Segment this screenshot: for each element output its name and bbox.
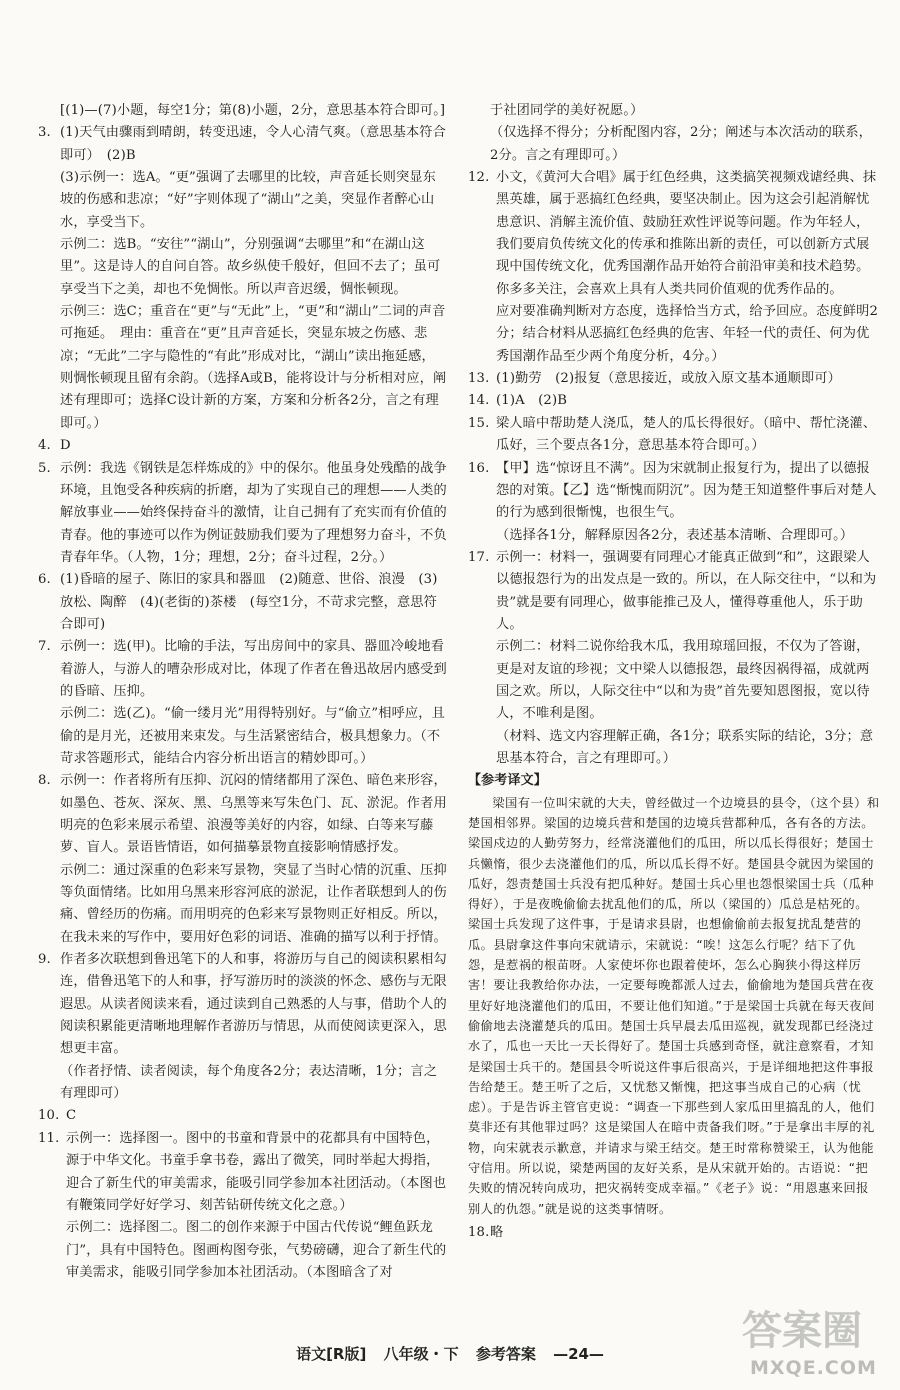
item-number: 6. (38, 572, 51, 588)
item-paragraph: (3)示例一：选A。“更”强调了去哪里的比较，声音延长则突显东坡的伤感和悲凉；“好”字则体现了“湖山”之美，突显作者醉心山水，享受当下。 (60, 170, 437, 230)
item-paragraph: （作者抒情、读者阅读，每个角度各2分；表达清晰，1分；言之有理即可） (60, 1063, 438, 1102)
watermark-logo (736, 1302, 886, 1382)
watermark-text: MXQE.COM (750, 1357, 877, 1379)
answer-item (38, 949, 448, 1105)
item-number: 7. (38, 639, 51, 655)
footer-subject: 语文[R版] (296, 1345, 367, 1363)
item-paragraph: (1)勤劳 (2)报复（意思接近，或放入原文基本通顺即可） (496, 371, 842, 387)
item-number: 18. (468, 1224, 490, 1240)
reference-translation-heading: 【参考译文】 (468, 773, 547, 789)
footer-grade: 八年级・下 (383, 1345, 459, 1363)
answer-item (38, 435, 448, 457)
reference-translation-section (468, 770, 880, 1219)
footer-label: 参考答案 (475, 1345, 536, 1363)
right-column (468, 100, 880, 1244)
item-paragraph: (1)天气由骤雨到晴朗，转变迅速，令人心清气爽。（意思基本符合即可） (2)B (60, 125, 446, 163)
item-number: 11. (38, 1130, 60, 1146)
watermark-mark: 答案圈 (742, 1308, 862, 1354)
item-paragraph: 示例二：材料二说你给我木瓜，我用琼瑶回报，不仅为了答谢，更是对友谊的珍视；文中梁人以德报怨，最终因祸得福，成就两国之欢。所以，人际交往中“以和为贵”首先要知恩图报，宽以待人，不唯利是图。 (496, 639, 870, 722)
item-paragraph: （仅选择不得分；分析配图内容，2分；阐述与本次活动的联系，2分。言之有理即可。） (490, 125, 872, 163)
footer-page-number: —24— (553, 1345, 604, 1363)
item-paragraph: 小文，《黄河大合唱》属于红色经典，这类搞笑视频戏谑经典、抹黑英雄，属于恶搞红色经典，要坚决制止。因为这会引起消解忧患意识、消解主流价值、鼓励狂欢性评说等问题。作为年轻人，我们要肩负传统文化的传承和推陈出新的责任，可以创新方式展现中国传统文化，优秀国潮作品开始符合前沿审美和技术趋势。你多多关注，会喜欢上具有人类共同价值观的优秀作品的。 (496, 170, 877, 297)
item-number: 17. (468, 549, 490, 565)
answer-item (38, 1128, 448, 1284)
item-paragraph: 示例一：选择图一。图中的书童和背景中的花都具有中国特色，源于中华文化。书童手拿书卷，露出了微笑，同时举起大拇指，迎合了新生代的审美需求，能吸引同学参加本社团活动。（本图也有鞭策同学好好学习、刻苦钻研传统文化之意。） (66, 1130, 447, 1213)
item-paragraph: 示例二：选B。“安往”“湖山”，分别强调“去哪里”和“在湖山这里”。这是诗人的自问自答。故乡纵使千般好，但回不去了；虽可享受当下之美，却也不免惆怅。所以声音迟缓，惆怅顿现。 (60, 237, 441, 297)
item-paragraph: D (60, 438, 71, 454)
item-number: 3. (38, 125, 51, 141)
item-paragraph: [(1)—(7)小题，每空1分；第(8)小题，2分，意思基本符合即可。] (60, 103, 446, 118)
item-number: 13. (468, 371, 490, 387)
item-paragraph: 于社团同学的美好祝愿。） (490, 103, 644, 118)
answer-item (38, 569, 448, 636)
left-column (38, 100, 448, 1284)
item-paragraph: 示例二：通过深重的色彩来写景物，突显了当时心情的沉重、压抑等负面情绪。比如用乌黑来形容河底的淤泥，让作者联想到人的伤痛、曾经历的伤痛。而用明亮的色彩来写景物则正好相反。所以，在我未来的写作中，要用好色彩的词语、准确的描写以利于抒情。 (60, 862, 447, 945)
answer-item (468, 100, 880, 167)
item-number: 15. (468, 415, 490, 431)
item-paragraph: 示例一：选(甲)。比喻的手法，写出房间中的家具、器皿冷峻地看着游人，与游人的嘈杂形成对比，体现了作者在鲁迅故居内感受到的昏暗、压抑。 (60, 639, 447, 699)
item-paragraph: 示例：我选《钢铁是怎样炼成的》中的保尔。他虽身处残酷的战争环境，且饱受各种疾病的折磨，却为了实现自己的理想——人类的解放事业——始终保持奋斗的激情，让自己拥有了充实而有价值的青春。他的事迹可以作为例证鼓励我们要为了理想努力奋斗，不负青春年华。（人物，1分；理想，2分；奋斗过程，2分。） (60, 460, 447, 565)
right-answer-items (468, 100, 880, 770)
item-paragraph: 示例一：材料一，强调要有同理心才能真正做到“和”，这跟梁人以德报怨行为的出发点是一致的。所以，在人际交往中，“以和为贵”就是要有同理心，做事能推己及人，懂得尊重他人，乐于助人。 (496, 549, 877, 632)
item-paragraph: 作者多次联想到鲁迅笔下的人和事，将游历与自己的阅读积累相勾连，借鲁迅笔下的人和事，抒写游历时的淡淡的怀念、感伤与无限遐思。从读者阅读来看，通过读到自己熟悉的人与事，借助个人的阅读积累能更清晰地理解作者游历与情思，从而使阅读更深入，思想更丰富。 (60, 952, 447, 1057)
item-paragraph: 示例一：作者将所有压抑、沉闷的情绪都用了深色、暗色来形容，如墨色、苍灰、深灰、黑、乌黑等来写朱色门、瓦、淤泥。作者用明亮的色彩来展示希望、浪漫等美好的内容，如绿、白等来写藤萝、盲人。景语皆情语，如何描摹景物直接影响情感抒发。 (60, 773, 447, 856)
answer-item (468, 390, 880, 412)
item-number: 16. (468, 460, 490, 476)
answer-item (38, 100, 448, 122)
item-paragraph: 应对要准确判断对方态度，选择恰当方式，给予回应。态度鲜明2分；结合材料从恶搞红色经典的危害、年轻一代的责任、何为优秀国潮作品至少两个角度分析，4分。） (496, 304, 878, 364)
item-paragraph: 梁人暗中帮助楚人浇瓜，楚人的瓜长得很好。（暗中、帮忙浇灌、瓜好，三个要点各1分，意思基本符合即可。） (496, 415, 877, 454)
item-paragraph: （材料、选文内容理解正确，各1分；联系实际的结论，3分；意思基本符合，言之有理即可。） (496, 728, 874, 766)
item-number: 9. (38, 952, 51, 968)
answer-item (468, 413, 880, 458)
item-number: 4. (38, 438, 51, 454)
item-paragraph: (1)昏暗的屋子、陈旧的家具和器皿 (2)随意、世俗、浪漫 (3)放松、陶醉 (4)(老街的)茶楼 (每空1分，不苛求完整，意思符合即可) (60, 572, 438, 632)
answer-item (468, 167, 880, 368)
answer-item (468, 547, 880, 770)
item-paragraph: 【甲】选“惊讶且不满”。因为宋就制止报复行为，提出了以德报怨的对策。【乙】选“惭愧而阴沉”。因为楚王知道整件事后对楚人的行为感到很惭愧，也很生气。 (496, 460, 877, 521)
item-number: 10. (38, 1108, 60, 1124)
answer-item (468, 368, 880, 390)
item-paragraph: C (66, 1108, 77, 1124)
answer-item-18 (468, 1222, 880, 1244)
answer-item (38, 636, 448, 770)
reference-translation-text: 梁国有一位叫宋就的大夫，曾经做过一个边境县的县令，（这个县）和楚国相邻界。梁国的边境兵营和楚国的边境兵营都种瓜，各有各的方法。梁国戍边的人勤劳努力，经常浇灌他们的瓜田，所以瓜长得很好；楚国士兵懒惰，很少去浇灌他们的瓜，所以瓜长得不好。楚国县令就因为梁国的瓜好，怨责楚国士兵没有把瓜种好。楚国士兵心里也怨恨梁国士兵（瓜种得好），于是夜晚偷偷去扰乱他们的瓜，所以（梁国的）瓜总是枯死的。梁国士兵发现了这件事，于是请求县尉，也想偷偷前去报复扰乱楚营的瓜。县尉拿这件事向宋就请示，宋就说：“唉！这怎么行呢？结下了仇怨，是惹祸的根苗呀。人家使坏你也跟着使坏，怎么心胸狭小得这样厉害！要让我教给你办法，一定要每晚都派人过去，偷偷地为楚国兵营在夜里好好地浇灌他们的瓜田，不要让他们知道。”于是梁国士兵就在每天夜间偷偷地去浇灌楚兵的瓜田。楚国士兵早晨去瓜田巡视，就发现都已经浇过水了，瓜也一天比一天长得好了。楚国士兵感到奇怪，就注意察看，才知是梁国士兵干的。楚国县令听说这件事后很高兴，于是详细地把这件事报告给楚王。楚王听了之后，又忧愁又惭愧，把这事当成自己的心病（忧虑）。于是告诉主管官吏说：“调查一下那些到人家瓜田里搞乱的人，他们莫非还有其他罪过吗？这是梁国人在暗中责备我们呀。”于是拿出丰厚的礼物，向宋就表示歉意，并请求与梁王结交。楚王时常称赞梁王，认为他能守信用。所以说，梁楚两国的友好关系，是从宋就开始的。古语说：“把失败的情况转向成功，把灾祸转变成幸福。”《老子》说：“用恩惠来回报别人的仇怨。”就是说的这类事情呀。 (468, 795, 880, 1216)
item-paragraph: （选择各1分，解释原因各2分，表述基本清晰、合理即可。） (496, 527, 854, 543)
item-paragraph: 示例二：选(乙)。“偷一缕月光”用得特别好。与“偷立”相呼应，且偷的是月光，还被用来束发。与生活紧密结合，极具想象力。（不苛求答题形式，能结合内容分析出语言的精妙即可。） (60, 706, 445, 766)
answer-item (38, 1105, 448, 1127)
answer-item (38, 122, 448, 435)
answer-item (38, 770, 448, 949)
item-number: 5. (38, 460, 51, 476)
item-paragraph: (1)A (2)B (496, 393, 568, 409)
answer-item (468, 458, 880, 547)
item-paragraph: 示例三：选C；重音在“更”与“无此”上，“更”和“湖山”二词的声音可拖延。 理由：重音在“更”且声音延长，突显东坡之伤感、悲凉；“无此”二字与隐性的“有此”形成对比，“湖山”读出拖延感，则惆怅顿现且留有余韵。（选择A或B，能将设计与分析相对应，阐述有理即可；选择C设计新的方案，方案和分析各2分，言之有理即可。） (60, 304, 447, 431)
item-number: 8. (38, 773, 51, 789)
answer-item (38, 458, 448, 570)
item-paragraph: 示例二：选择图二。图二的创作来源于中国古代传说“鲤鱼跃龙门”，具有中国特色。图画构图夸张，气势磅礴，迎合了新生代的审美需求，能吸引同学参加本社团活动。（本图暗含了对 (66, 1220, 447, 1280)
item-number: 14. (468, 393, 490, 409)
item-text: 略 (490, 1224, 504, 1240)
item-number: 12. (468, 170, 490, 186)
